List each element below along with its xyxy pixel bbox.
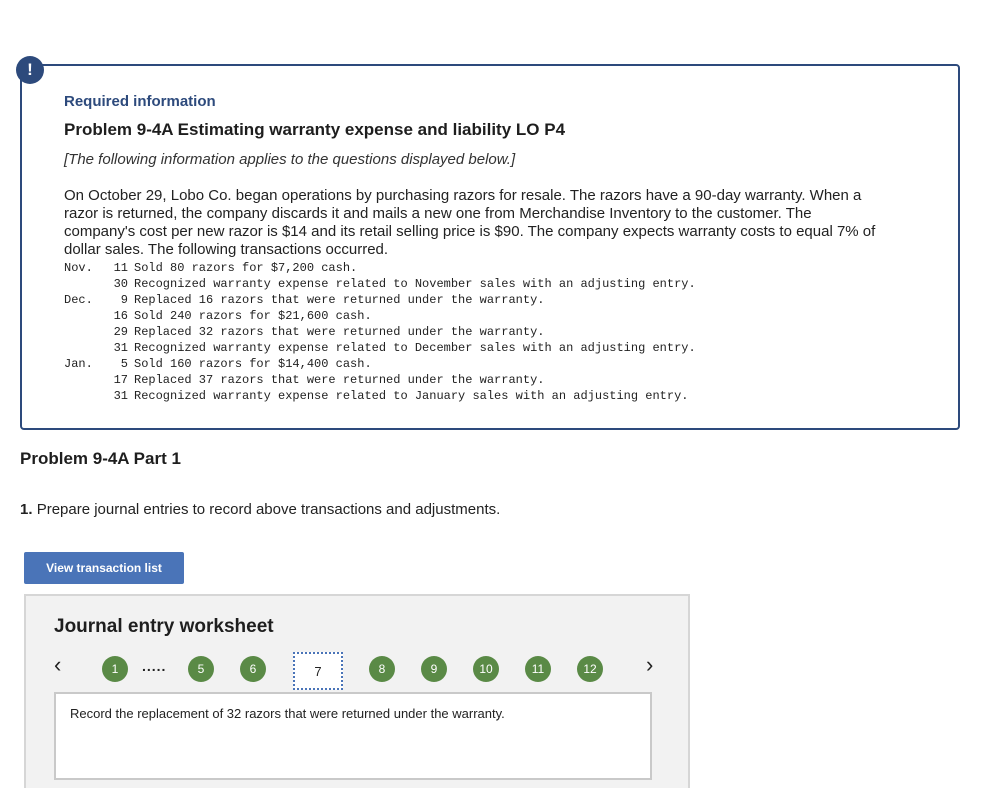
step-12-button[interactable]: 12: [577, 656, 603, 682]
step-1-button[interactable]: 1: [102, 656, 128, 682]
part-title: Problem 9-4A Part 1: [20, 449, 181, 468]
tx-text: Replaced 16 razors that were returned under the warranty.: [134, 293, 545, 307]
tx-month: Jan.: [64, 357, 93, 371]
ellipsis: .....: [142, 658, 167, 674]
description-line: dollar sales. The following transactions occurred.: [64, 241, 389, 258]
question-number: 1.: [20, 501, 33, 518]
transaction-list: [64, 260, 696, 404]
journal-entry-worksheet: [24, 594, 690, 788]
tx-month: [64, 324, 104, 340]
description-line: razor is returned, the company discards it and mails a new one from Merchandise Inventory to the customer. The: [64, 205, 812, 222]
tx-text: Recognized warranty expense related to December sales with an adjusting entry.: [134, 341, 696, 355]
tx-month: [64, 308, 104, 324]
next-step-icon[interactable]: ›: [646, 652, 654, 677]
tx-day: 31: [113, 341, 128, 355]
tx-day: 16: [113, 309, 128, 323]
description-line: company's cost per new razor is $14 and its retail selling price is $90. The company expects warranty costs to equal 7% of: [64, 223, 876, 240]
transaction-row: [64, 372, 696, 388]
step-9-button[interactable]: 9: [421, 656, 447, 682]
transaction-row: [64, 292, 696, 308]
tx-month: [64, 340, 104, 356]
previous-step-icon[interactable]: ‹: [54, 652, 62, 677]
tx-text: Recognized warranty expense related to January sales with an adjusting entry.: [134, 389, 689, 403]
transaction-row: [64, 308, 696, 324]
step-10-button[interactable]: 10: [473, 656, 499, 682]
entry-description-box: Record the replacement of 32 razors that were returned under the warranty.: [54, 692, 652, 780]
transaction-row: [64, 324, 696, 340]
tx-day: 17: [113, 373, 128, 387]
applies-note: [The following information applies to the questions displayed below.]: [64, 151, 516, 168]
tx-text: Replaced 32 razors that were returned under the warranty.: [134, 325, 545, 339]
tx-text: Sold 160 razors for $14,400 cash.: [134, 357, 372, 371]
step-6-button[interactable]: 6: [240, 656, 266, 682]
view-transaction-list-button[interactable]: View transaction list: [24, 552, 184, 584]
tx-text: Recognized warranty expense related to November sales with an adjusting entry.: [134, 277, 696, 291]
step-7-current-button[interactable]: 7: [293, 652, 343, 690]
tx-day: 31: [113, 389, 128, 403]
transaction-row: [64, 260, 696, 276]
problem-title: Problem 9-4A Estimating warranty expense and liability LO P4: [64, 120, 566, 139]
transaction-row: [64, 340, 696, 356]
tx-day: 5: [120, 357, 128, 371]
tx-day: 9: [120, 293, 128, 307]
tx-day: 29: [113, 325, 128, 339]
required-info-alert-icon: !: [16, 56, 44, 84]
tx-month: [64, 276, 104, 292]
step-11-button[interactable]: 11: [525, 656, 551, 682]
tx-day: 11: [113, 261, 128, 275]
step-8-button[interactable]: 8: [369, 656, 395, 682]
transaction-row: [64, 388, 696, 404]
question-body: Prepare journal entries to record above transactions and adjustments.: [36, 501, 501, 518]
step-5-button[interactable]: 5: [188, 656, 214, 682]
transaction-row: [64, 276, 696, 292]
tx-month: Dec.: [64, 293, 93, 307]
tx-month: [64, 372, 104, 388]
worksheet-title: Journal entry worksheet: [54, 616, 274, 637]
tx-day: 30: [113, 277, 128, 291]
tx-month: [64, 388, 104, 404]
description-line: On October 29, Lobo Co. began operations by purchasing razors for resale. The razors have a 90-day warranty. When a: [64, 187, 862, 204]
problem-description: [64, 187, 934, 259]
required-information-label: Required information: [64, 93, 216, 110]
tx-text: Sold 240 razors for $21,600 cash.: [134, 309, 372, 323]
required-information-box: [20, 64, 960, 430]
tx-month: Nov.: [64, 261, 93, 275]
tx-text: Sold 80 razors for $7,200 cash.: [134, 261, 358, 275]
tx-text: Replaced 37 razors that were returned under the warranty.: [134, 373, 545, 387]
transaction-row: [64, 356, 696, 372]
question-text: [20, 501, 500, 518]
